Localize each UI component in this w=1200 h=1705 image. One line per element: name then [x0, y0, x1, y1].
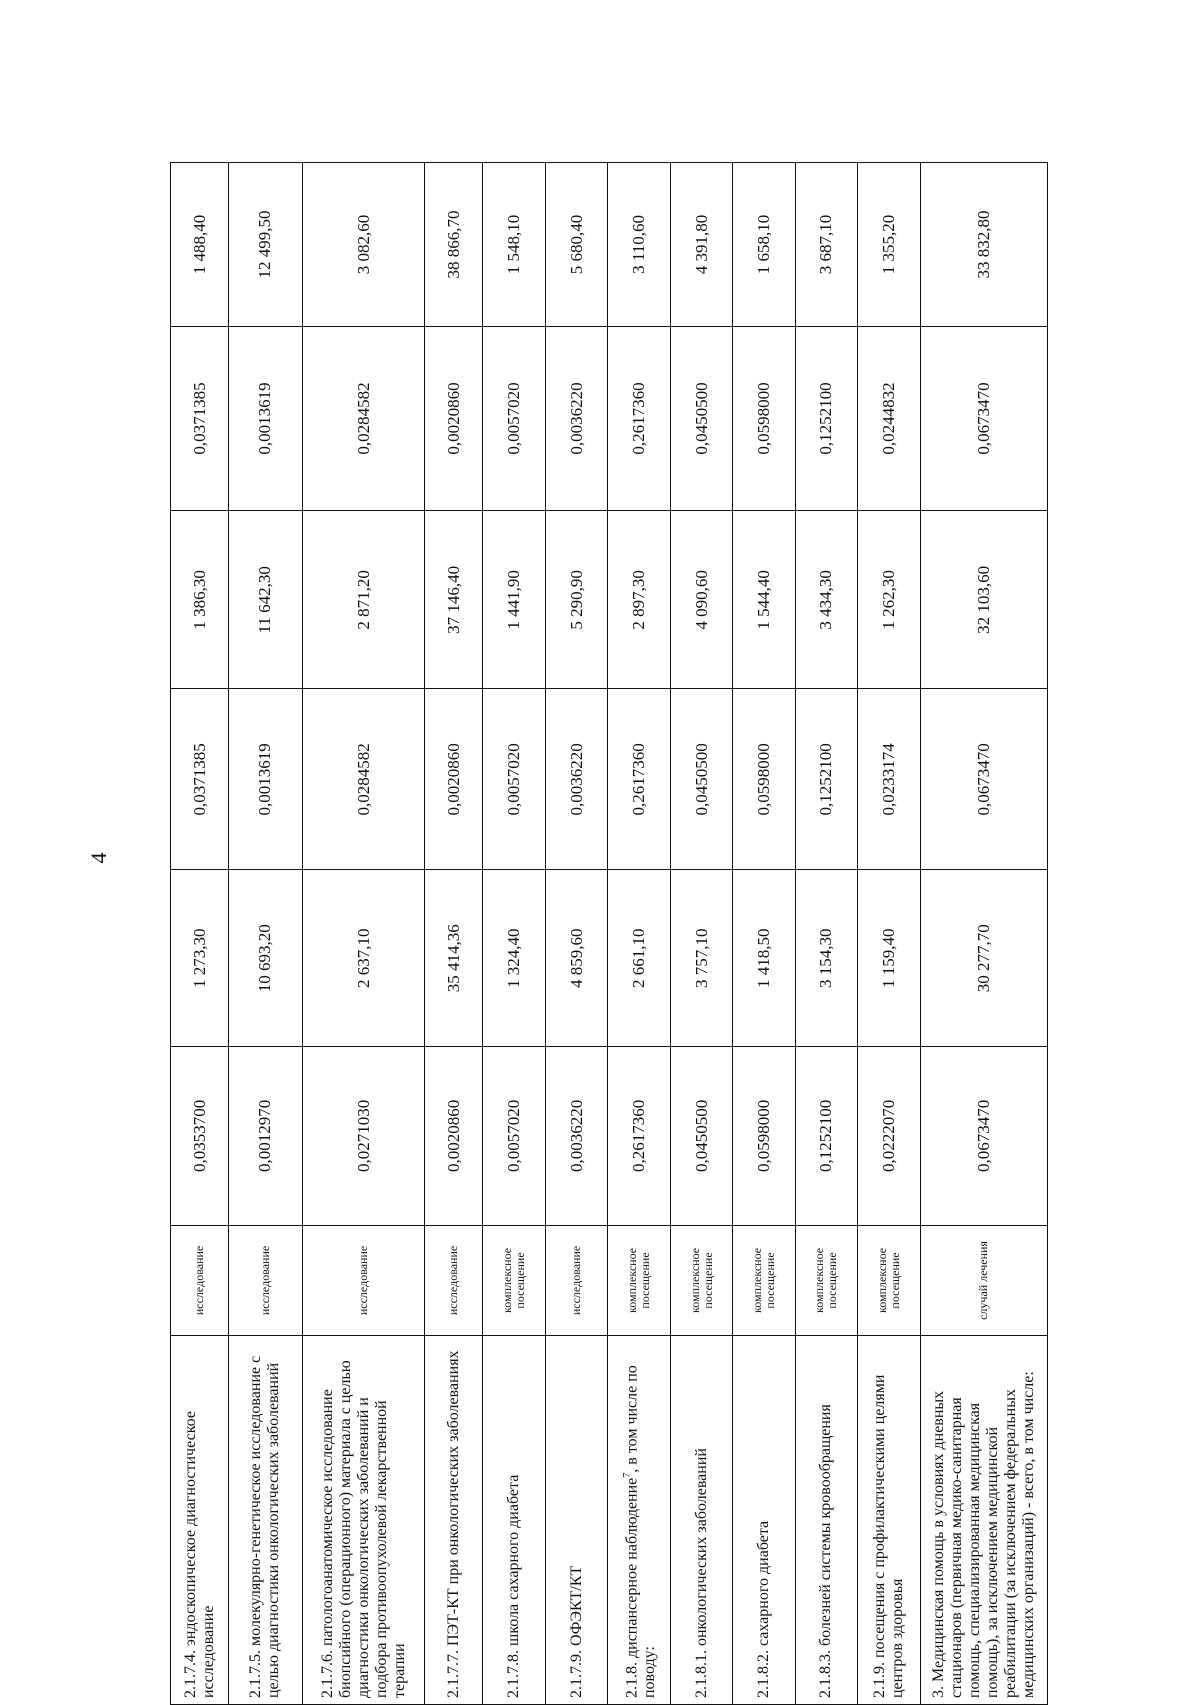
value-cell-v1: 0,0271030 [302, 1047, 425, 1225]
value-cell-v1: 0,0057020 [483, 1047, 545, 1225]
table-row [795, 163, 857, 1705]
value-cell-v2: 30 277,70 [920, 870, 1047, 1047]
value-cell-v3: 0,0673470 [920, 689, 1047, 870]
rotated-table-container [170, 162, 1048, 1705]
value-cell-v5: 0,0284582 [302, 326, 425, 510]
value-cell-v4: 2 871,20 [302, 511, 425, 689]
value-cell-v2: 3 154,30 [795, 870, 857, 1047]
row-name-tail: , в том числе по поводу: [623, 1365, 659, 1698]
row-name: 2.1.7.5. молекулярно-генетическое исследование с целью диагностики онкологических заболеваний [247, 1355, 283, 1698]
unit-cell: комплексное посещение [670, 1225, 732, 1336]
value-cell-v1: 0,0450500 [670, 1047, 732, 1225]
value-cell-v3: 0,1252100 [795, 689, 857, 870]
value-cell-v1: 0,2617360 [608, 1047, 670, 1225]
row-name: 2.1.8.3. болезней системы кровообращения [817, 1404, 835, 1698]
table-row [858, 163, 920, 1705]
table-row [733, 163, 795, 1705]
unit-cell: исследование [229, 1225, 303, 1336]
unit-cell: комплексное посещение [483, 1225, 545, 1336]
value-cell-v5: 0,0057020 [483, 326, 545, 510]
value-cell-v2: 4 859,60 [545, 870, 607, 1047]
table-row [670, 163, 732, 1705]
row-name-cell [302, 1336, 425, 1705]
table-row [171, 163, 229, 1705]
unit-cell: исследование [171, 1225, 229, 1336]
value-cell-v5: 0,0013619 [229, 326, 303, 510]
row-name: 3. Медицинская помощь в условиях дневных стационаров (первичная медико-санитарная помощь, специализированная медицинская помощь), за исключением медицинской реабилитации (за исключением федеральных медицинских организаций) - всего, в том числе: [929, 1371, 1037, 1698]
footnote-mark: 7 [621, 1472, 633, 1478]
row-name-cell [920, 1336, 1047, 1705]
value-cell-v6: 1 488,40 [171, 163, 229, 327]
value-cell-v5: 0,0036220 [545, 326, 607, 510]
value-cell-v3: 0,0020860 [425, 689, 483, 870]
value-cell-v1: 0,0222070 [858, 1047, 920, 1225]
value-cell-v6: 33 832,80 [920, 163, 1047, 327]
unit-cell: комплексное посещение [608, 1225, 670, 1336]
row-name: 2.1.8.1. онкологических заболеваний [692, 1448, 710, 1698]
row-name-cell [425, 1336, 483, 1705]
value-cell-v6: 38 866,70 [425, 163, 483, 327]
row-name-cell [483, 1336, 545, 1705]
unit-cell: исследование [545, 1225, 607, 1336]
value-cell-v6: 5 680,40 [545, 163, 607, 327]
value-cell-v6: 1 548,10 [483, 163, 545, 327]
value-cell-v4: 37 146,40 [425, 511, 483, 689]
value-cell-v4: 3 434,30 [795, 511, 857, 689]
row-name-cell [229, 1336, 303, 1705]
tariff-table [170, 162, 1048, 1705]
unit-cell: комплексное посещение [795, 1225, 857, 1336]
value-cell-v3: 0,0233174 [858, 689, 920, 870]
value-cell-v2: 3 757,10 [670, 870, 732, 1047]
table-row [608, 163, 670, 1705]
value-cell-v4: 11 642,30 [229, 511, 303, 689]
value-cell-v6: 3 110,60 [608, 163, 670, 327]
value-cell-v5: 0,0020860 [425, 326, 483, 510]
row-name-cell [795, 1336, 857, 1705]
value-cell-v2: 35 414,36 [425, 870, 483, 1047]
value-cell-v4: 4 090,60 [670, 511, 732, 689]
value-cell-v4: 32 103,60 [920, 511, 1047, 689]
table-row [302, 163, 425, 1705]
page-number: 4 [86, 852, 111, 864]
value-cell-v2: 2 661,10 [608, 870, 670, 1047]
value-cell-v3: 0,2617360 [608, 689, 670, 870]
row-name-cell [545, 1336, 607, 1705]
value-cell-v4: 2 897,30 [608, 511, 670, 689]
value-cell-v6: 4 391,80 [670, 163, 732, 327]
table-row [425, 163, 483, 1705]
value-cell-v3: 0,0371385 [171, 689, 229, 870]
row-name-cell [608, 1336, 670, 1705]
unit-cell: исследование [302, 1225, 425, 1336]
unit-cell: комплексное посещение [858, 1225, 920, 1336]
value-cell-v6: 12 499,50 [229, 163, 303, 327]
row-name: 2.1.8.2. сахарного диабета [755, 1520, 773, 1698]
value-cell-v6: 1 355,20 [858, 163, 920, 327]
value-cell-v1: 0,0598000 [733, 1047, 795, 1225]
table-row [545, 163, 607, 1705]
unit-cell: случай лечения [920, 1225, 1047, 1336]
value-cell-v3: 0,0013619 [229, 689, 303, 870]
value-cell-v4: 1 386,30 [171, 511, 229, 689]
value-cell-v1: 0,0673470 [920, 1047, 1047, 1225]
value-cell-v5: 0,0244832 [858, 326, 920, 510]
value-cell-v4: 1 544,40 [733, 511, 795, 689]
value-cell-v3: 0,0598000 [733, 689, 795, 870]
value-cell-v1: 0,1252100 [795, 1047, 857, 1225]
row-name: 2.1.7.6. патологоанатомическое исследование биопсийного (операционного) материала с целью диагностики онкологических заболеваний и подбора противоопухолевой лекарственной терапии [318, 1360, 408, 1698]
row-name-cell [670, 1336, 732, 1705]
row-name: 2.1.9. посещения с профилактическими целями центров здоровья [870, 1374, 906, 1698]
value-cell-v4: 5 290,90 [545, 511, 607, 689]
row-name-cell [858, 1336, 920, 1705]
value-cell-v3: 0,0284582 [302, 689, 425, 870]
value-cell-v5: 0,2617360 [608, 326, 670, 510]
value-cell-v2: 1 159,40 [858, 870, 920, 1047]
value-cell-v2: 10 693,20 [229, 870, 303, 1047]
row-name: 2.1.7.7. ПЭТ-КТ при онкологических заболеваниях [444, 1350, 462, 1698]
value-cell-v2: 1 418,50 [733, 870, 795, 1047]
value-cell-v4: 1 441,90 [483, 511, 545, 689]
row-name: 2.1.7.4. эндоскопическое диагностическое исследование [181, 1411, 217, 1698]
value-cell-v4: 1 262,30 [858, 511, 920, 689]
value-cell-v3: 0,0057020 [483, 689, 545, 870]
value-cell-v1: 0,0036220 [545, 1047, 607, 1225]
value-cell-v1: 0,0012970 [229, 1047, 303, 1225]
row-name-cell [733, 1336, 795, 1705]
row-name: 2.1.7.8. школа сахарного диабета [505, 1474, 523, 1698]
row-name: 2.1.7.9. ОФЭКТ/КТ [567, 1565, 585, 1698]
value-cell-v1: 0,0020860 [425, 1047, 483, 1225]
value-cell-v2: 1 324,40 [483, 870, 545, 1047]
value-cell-v6: 3 687,10 [795, 163, 857, 327]
value-cell-v1: 0,0353700 [171, 1047, 229, 1225]
value-cell-v6: 1 658,10 [733, 163, 795, 327]
table-row [920, 163, 1047, 1705]
row-name-cell [171, 1336, 229, 1705]
row-name: 2.1.8. диспансерное наблюдение [623, 1477, 641, 1698]
value-cell-v3: 0,0450500 [670, 689, 732, 870]
value-cell-v3: 0,0036220 [545, 689, 607, 870]
table-row [229, 163, 303, 1705]
value-cell-v2: 2 637,10 [302, 870, 425, 1047]
table-body [171, 163, 1048, 1705]
value-cell-v5: 0,0673470 [920, 326, 1047, 510]
value-cell-v5: 0,0598000 [733, 326, 795, 510]
value-cell-v6: 3 082,60 [302, 163, 425, 327]
unit-cell: исследование [425, 1225, 483, 1336]
value-cell-v2: 1 273,30 [171, 870, 229, 1047]
table-row [483, 163, 545, 1705]
value-cell-v5: 0,1252100 [795, 326, 857, 510]
value-cell-v5: 0,0371385 [171, 326, 229, 510]
unit-cell: комплексное посещение [733, 1225, 795, 1336]
value-cell-v5: 0,0450500 [670, 326, 732, 510]
